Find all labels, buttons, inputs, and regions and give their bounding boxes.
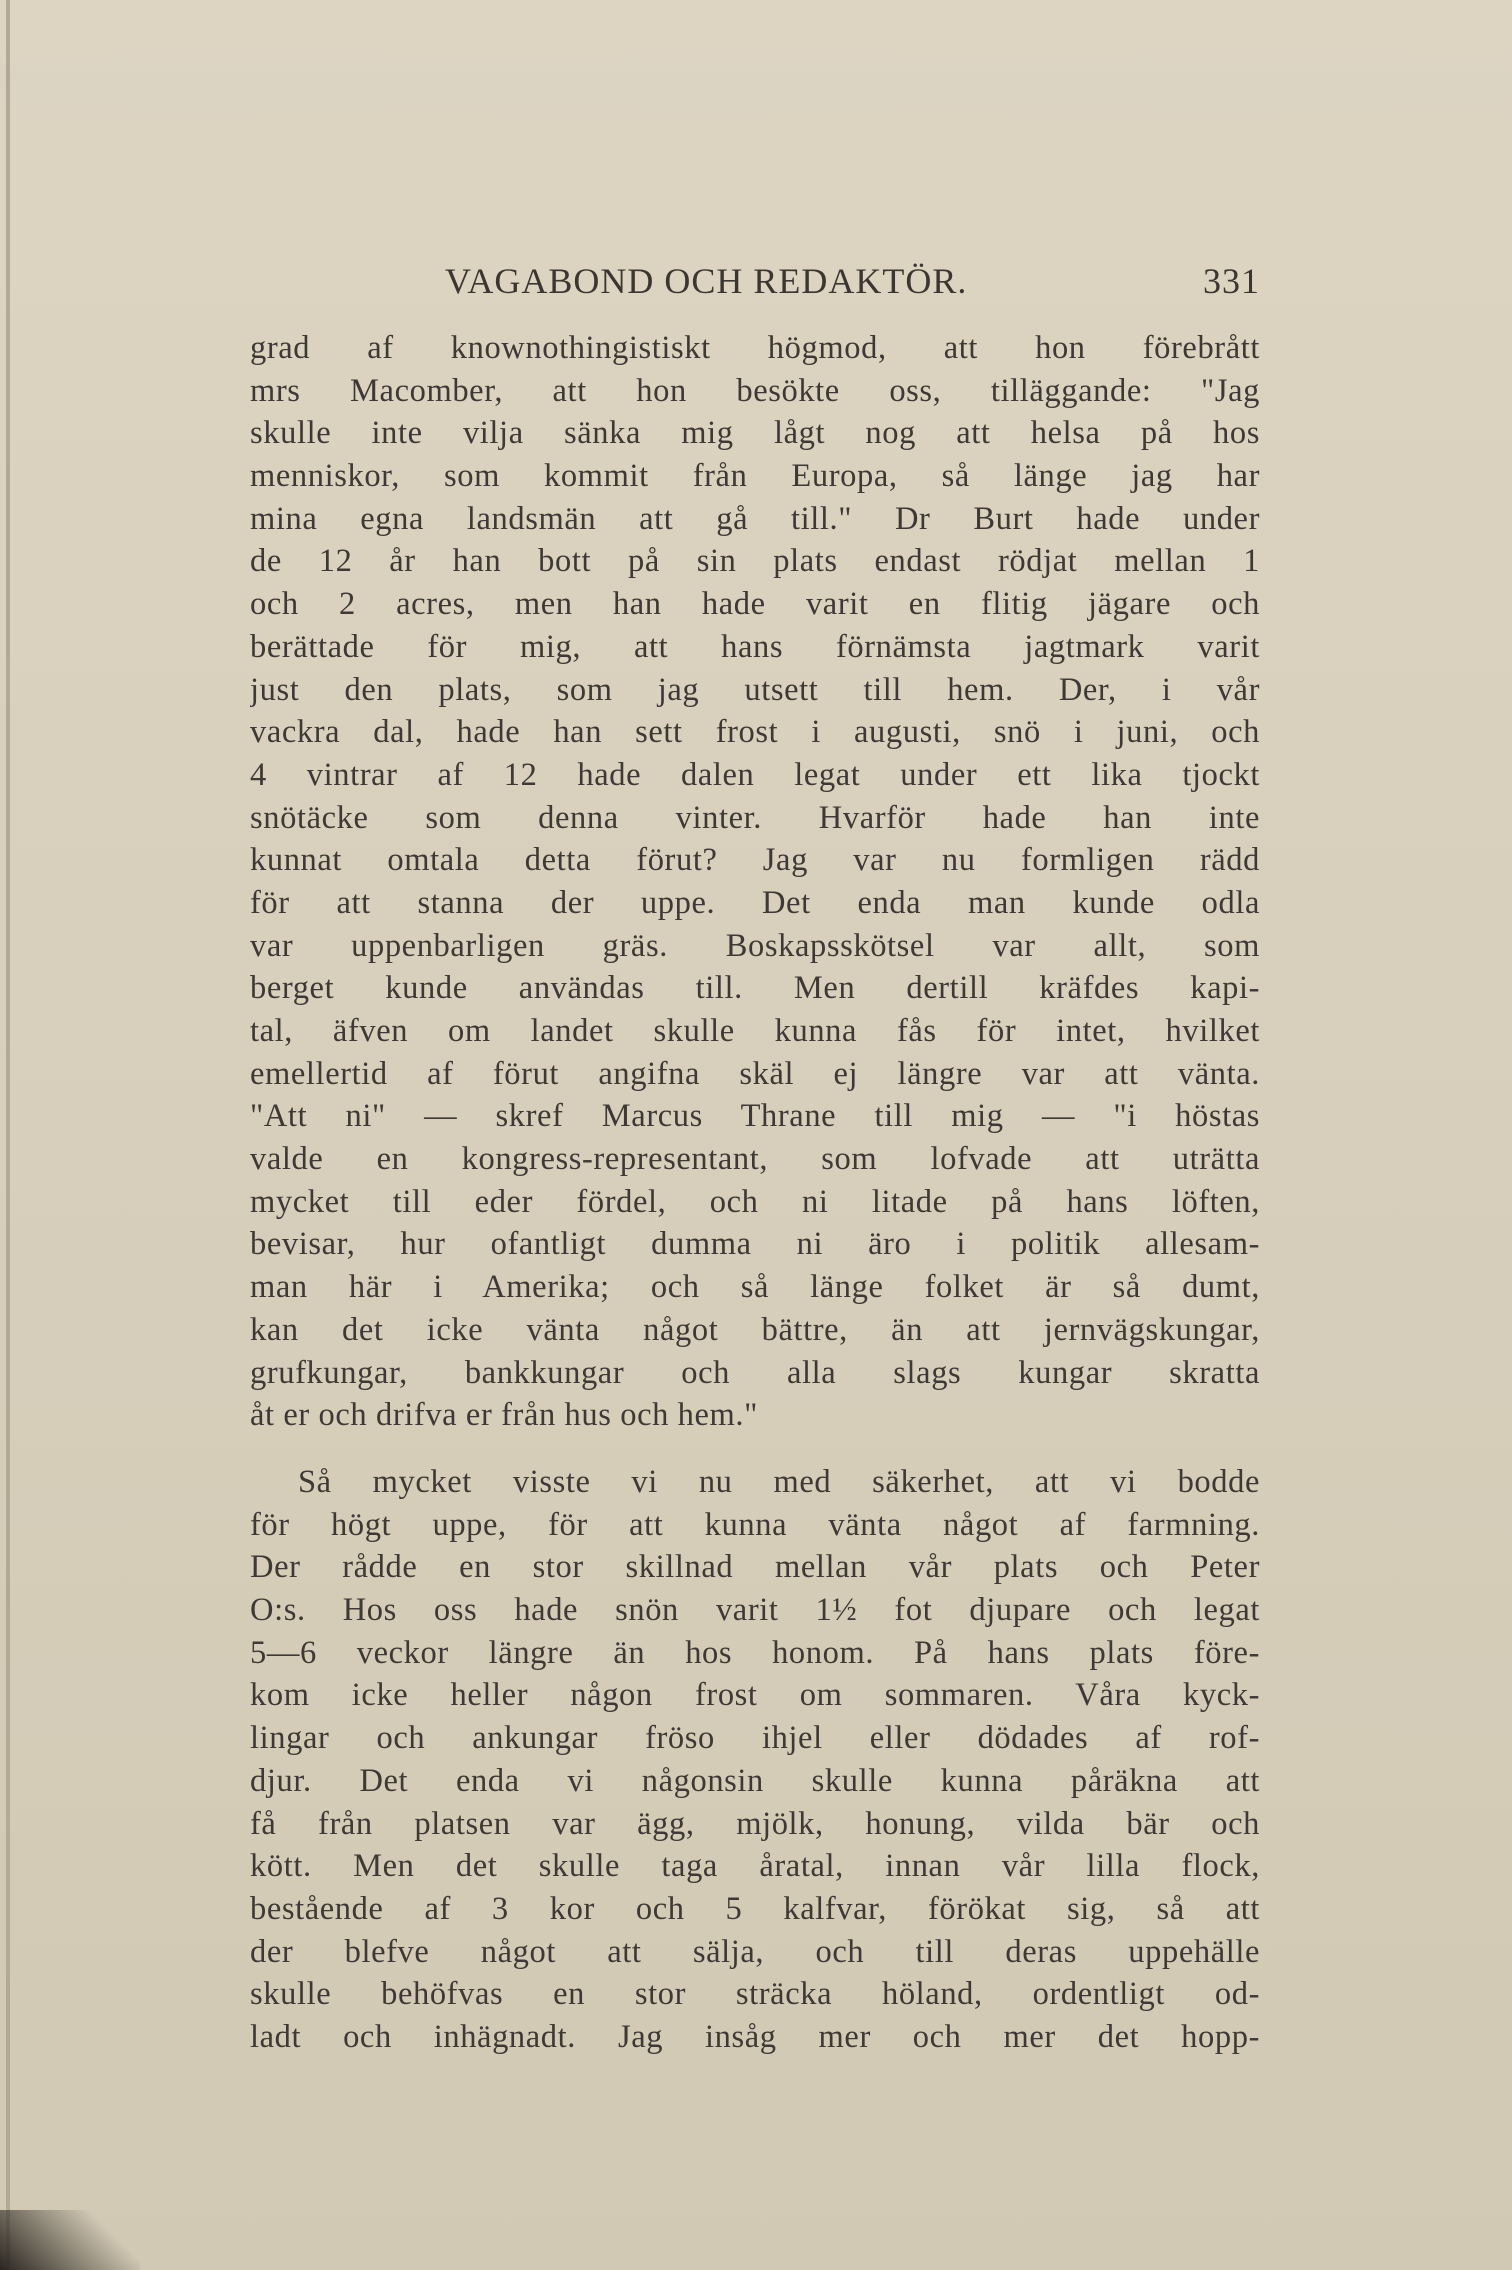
text-line: der blefve något att sälja, och till deras uppehälle bbox=[250, 1933, 1260, 1970]
text-line: vackra dal, hade han sett frost i augusti, snö i juni, och bbox=[250, 714, 1260, 751]
text-line: ladt och inhägnadt. Jag insåg mer och mer det hopp- bbox=[250, 2018, 1260, 2055]
paragraph-2 bbox=[250, 1461, 1260, 2059]
text-line: grufkungar, bankkungar och alla slags kungar skratta bbox=[250, 1354, 1260, 1391]
text-line: Der rådde en stor skillnad mellan vår plats och Peter bbox=[250, 1549, 1260, 1586]
text-line: var uppenbarligen gräs. Boskapsskötsel var allt, som bbox=[250, 927, 1260, 964]
text-line: för att stanna der uppe. Det enda man kunde odla bbox=[250, 884, 1260, 921]
text-line: bestående af 3 kor och 5 kalfvar, förökat sig, så att bbox=[250, 1890, 1260, 1927]
text-line: berättade för mig, att hans förnämsta jagtmark varit bbox=[250, 628, 1260, 665]
text-line: åt er och drifva er från hus och hem." bbox=[250, 1397, 759, 1434]
text-line: menniskor, som kommit från Europa, så länge jag har bbox=[250, 458, 1260, 495]
running-header bbox=[250, 260, 1260, 310]
text-line: tal, äfven om landet skulle kunna fås för intet, hvilket bbox=[250, 1013, 1260, 1049]
text-line: de 12 år han bott på sin plats endast rödjat mellan 1 bbox=[250, 543, 1260, 580]
text-line: kan det icke vänta något bättre, än att jernvägskungar, bbox=[250, 1311, 1260, 1348]
text-line: bevisar, hur ofantligt dumma ni äro i politik allesam- bbox=[250, 1226, 1260, 1263]
text-line: 4 vintrar af 12 hade dalen legat under ett lika tjockt bbox=[250, 756, 1260, 793]
text-line: berget kunde användas till. Men dertill kräfdes kapi- bbox=[250, 970, 1260, 1007]
text-line: och 2 acres, men han hade varit en flitig jägare och bbox=[250, 586, 1260, 623]
text-line: snötäcke som denna vinter. Hvarför hade han inte bbox=[250, 799, 1260, 836]
text-line: kött. Men det skulle taga åratal, innan vår lilla flock, bbox=[250, 1848, 1260, 1885]
text-line: kunnat omtala detta förut? Jag var nu formligen rädd bbox=[250, 842, 1260, 879]
text-line: emellertid af förut angifna skäl ej längre var att vänta. bbox=[250, 1055, 1260, 1092]
paragraph-1 bbox=[250, 327, 1260, 1437]
text-line: grad af knownothingistiskt högmod, att hon förebrått bbox=[250, 330, 1260, 366]
text-line: lingar och ankungar fröso ihjel eller dödades af rof- bbox=[250, 1720, 1260, 1757]
page-number: 331 bbox=[1203, 261, 1260, 301]
text-line: mycket till eder fördel, och ni litade på hans löften, bbox=[250, 1183, 1260, 1220]
text-line: O:s. Hos oss hade snön varit 1½ fot djupare och legat bbox=[250, 1592, 1260, 1629]
text-line: skulle behöfvas en stor sträcka höland, ordentligt od- bbox=[250, 1976, 1260, 2013]
text-line: skulle inte vilja sänka mig lågt nog att helsa på hos bbox=[250, 415, 1260, 452]
text-line: få från platsen var ägg, mjölk, honung, vilda bär och bbox=[250, 1805, 1260, 1842]
text-line: mrs Macomber, att hon besökte oss, tilläggande: "Jag bbox=[250, 372, 1260, 409]
text-line: kom icke heller någon frost om sommaren. Våra kyck- bbox=[250, 1677, 1260, 1714]
page-binding-edge bbox=[6, 0, 10, 2270]
text-line: valde en kongress-representant, som lofvade att uträtta bbox=[250, 1141, 1260, 1178]
chapter-title: VAGABOND OCH REDAKTÖR. bbox=[445, 261, 968, 301]
text-line: mina egna landsmän att gå till." Dr Burt hade under bbox=[250, 500, 1260, 537]
corner-shadow bbox=[0, 2210, 140, 2270]
text-line: "Att ni" — skref Marcus Thrane till mig — "i höstas bbox=[250, 1098, 1260, 1135]
text-line: 5—6 veckor längre än hos honom. På hans plats före- bbox=[250, 1634, 1260, 1671]
text-line: just den plats, som jag utsett till hem. Der, i vår bbox=[250, 671, 1260, 708]
text-line: för högt uppe, för att kunna vänta något af farmning. bbox=[250, 1506, 1260, 1543]
text-line: djur. Det enda vi någonsin skulle kunna påräkna att bbox=[250, 1762, 1260, 1799]
text-line: man här i Amerika; och så länge folket är så dumt, bbox=[250, 1269, 1260, 1306]
text-line: Så mycket visste vi nu med säkerhet, att vi bodde bbox=[298, 1464, 1260, 1500]
